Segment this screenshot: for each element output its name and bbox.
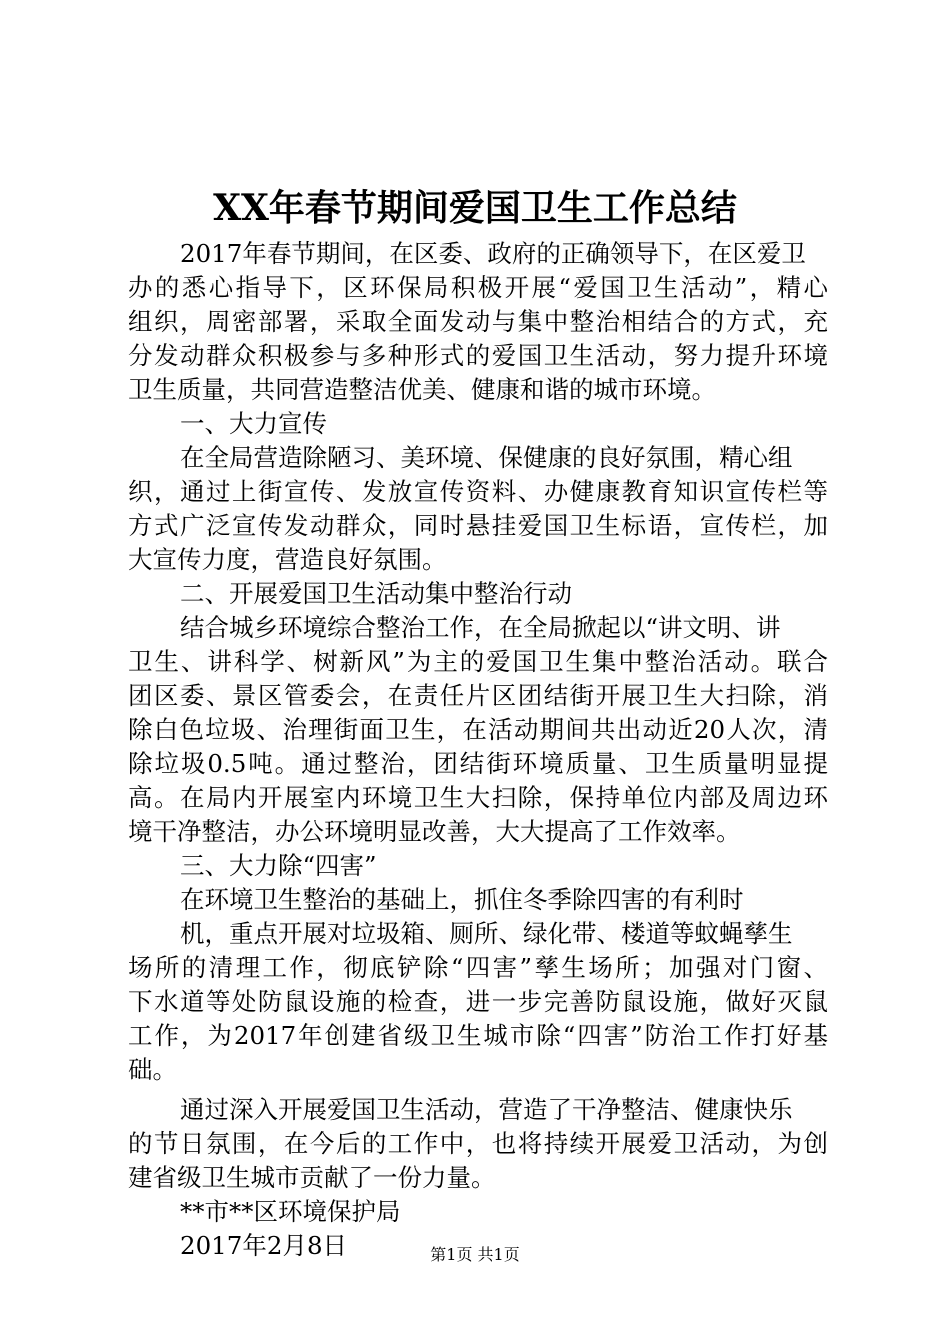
body-line: 础。 (128, 1055, 177, 1084)
body-line: 场所的清理工作，彻底铲除“四害”孳生场所；加强对门窗、 (128, 953, 828, 982)
body-line: 组织，周密部署，采取全面发动与集中整治相结合的方式，充 (128, 307, 828, 336)
signature-org: **市**区环境保护局 (180, 1197, 401, 1226)
body-line: 除白色垃圾、治理街面卫生，在活动期间共出动近20人次，清 (128, 715, 828, 744)
signature-date: 2017年2月8日 (180, 1231, 348, 1260)
body-line: 织，通过上街宣传、发放宣传资料、办健康教育知识宣传栏等 (128, 477, 828, 506)
body-line: 分发动群众积极参与多种形式的爱国卫生活动，努力提升环境 (128, 341, 828, 370)
body-line: 卫生质量，共同营造整洁优美、健康和谐的城市环境。 (128, 375, 716, 404)
body-line: 境干净整洁，办公环境明显改善，大大提高了工作效率。 (128, 817, 741, 846)
body-line: 的节日氛围，在今后的工作中，也将持续开展爱卫活动，为创 (128, 1129, 828, 1158)
body-line: 在全局营造除陋习、美环境、保健康的良好氛围，精心组 (180, 443, 793, 472)
body-line: 卫生、讲科学、树新风”为主的爱国卫生集中整治活动。联合 (128, 647, 828, 676)
body-line: 通过深入开展爱国卫生活动，营造了干净整洁、健康快乐 (180, 1095, 793, 1124)
body-line: 机，重点开展对垃圾箱、厕所、绿化带、楼道等蚊蝇孳生 (180, 919, 793, 948)
body-line: 2017年春节期间，在区委、政府的正确领导下，在区爱卫 (180, 239, 806, 268)
page-footer: 第1页 共1页 (430, 1245, 520, 1264)
section-heading: 一、大力宣传 (180, 409, 327, 438)
body-line: 团区委、景区管委会，在责任片区团结街开展卫生大扫除，消 (128, 681, 828, 710)
document-title: XX年春节期间爱国卫生工作总结 (213, 187, 737, 229)
body-line: 方式广泛宣传发动群众，同时悬挂爱国卫生标语，宣传栏，加 (128, 511, 828, 540)
body-line: 大宣传力度，营造良好氛围。 (128, 545, 447, 574)
body-line: 建省级卫生城市贡献了一份力量。 (128, 1163, 496, 1192)
section-heading: 三、大力除“四害” (180, 851, 377, 880)
body-line: 高。在局内开展室内环境卫生大扫除，保持单位内部及周边环 (128, 783, 828, 812)
body-line: 结合城乡环境综合整治工作，在全局掀起以“讲文明、讲 (180, 613, 781, 642)
body-line: 办的悉心指导下，区环保局积极开展“爱国卫生活动”，精心 (128, 273, 828, 302)
body-line: 下水道等处防鼠设施的检查，进一步完善防鼠设施，做好灭鼠 (128, 987, 828, 1016)
section-heading: 二、开展爱国卫生活动集中整治行动 (180, 579, 572, 608)
body-line: 工作，为2017年创建省级卫生城市除“四害”防治工作打好基 (128, 1021, 828, 1050)
body-line: 除垃圾0.5吨。通过整治，团结街环境质量、卫生质量明显提 (128, 749, 828, 778)
body-line: 在环境卫生整治的基础上，抓住冬季除四害的有利时 (180, 885, 744, 914)
